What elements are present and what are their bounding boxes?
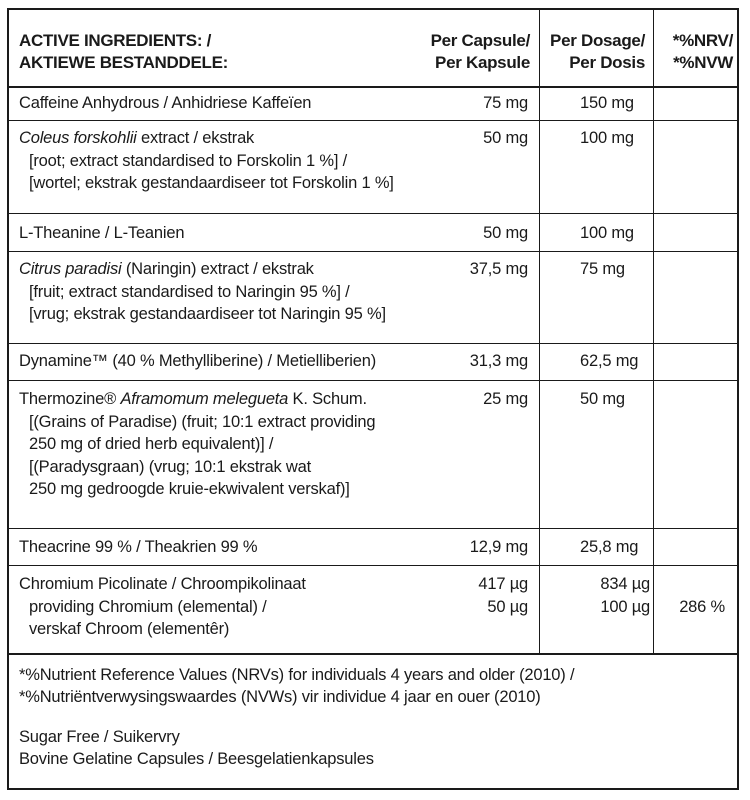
product-notes: [19, 726, 374, 770]
column-divider-2: [653, 8, 654, 653]
ingredient-latin-name: Coleus forskohlii: [19, 129, 137, 147]
header-nrv: [655, 30, 733, 74]
ingredient-latin-name: Citrus paradisi: [19, 260, 122, 278]
ingredient-brand: Thermozine®: [19, 390, 121, 408]
per-dosage-value: 50 mg: [580, 390, 625, 408]
row-divider: [7, 380, 739, 381]
per-capsule-value: 50 mg: [483, 129, 528, 147]
per-dosage-value: 25,8 mg: [580, 538, 639, 556]
header-nrv-line1: *%NRV/: [672, 31, 733, 50]
per-capsule-value: 37,5 mg: [469, 260, 528, 278]
ingredient-detail: [root; extract standardised to Forskolin 1 %] /: [29, 151, 347, 170]
header-ingredients: [19, 30, 228, 74]
header-ingredients-line1: ACTIVE INGREDIENTS: /: [19, 31, 212, 50]
ingredient-name: Caffeine Anhydrous / Anhidriese Kaffeïen: [19, 94, 312, 112]
per-dosage-value-1: 834 µg: [600, 575, 650, 593]
ingredient-name: [19, 573, 306, 641]
footnote-line2: *%Nutriëntverwysingswaardes (NVWs) vir individue 4 jaar en ouer (2010): [19, 688, 541, 706]
header-divider: [7, 86, 739, 88]
per-dosage-value: 75 mg: [580, 260, 625, 278]
header-per-capsule: [410, 30, 530, 74]
ingredient-detail: [vrug; ekstrak gestandaardiseer tot Naringin 95 %]: [29, 305, 386, 323]
header-per-dosage: [540, 30, 645, 74]
per-capsule-value: 31,3 mg: [469, 352, 528, 370]
ingredient-name: [19, 258, 386, 326]
nrv-value: 286 %: [679, 598, 725, 616]
ingredient-detail: verskaf Chroom (elementêr): [29, 620, 230, 638]
row-divider: [7, 120, 739, 121]
capsule-note: Bovine Gelatine Capsules / Beesgelatienkapsules: [19, 750, 374, 768]
ingredient-name-main: Chromium Picolinate / Chroompikolinaat: [19, 575, 306, 593]
ingredient-name-rest: (Naringin) extract / ekstrak: [121, 260, 314, 278]
per-dosage-value: 100 mg: [580, 224, 634, 242]
ingredient-detail: 250 mg of dried herb equivalent)] /: [29, 435, 274, 453]
sugar-free-note: Sugar Free / Suikervry: [19, 728, 180, 746]
row-divider: [7, 213, 739, 214]
row-divider: [7, 343, 739, 344]
ingredient-detail: [(Paradysgraan) (vrug; 10:1 ekstrak wat: [29, 457, 311, 476]
footnote-line1: *%Nutrient Reference Values (NRVs) for individuals 4 years and older (2010) /: [19, 666, 575, 684]
row-divider: [7, 528, 739, 529]
table-bottom-divider: [7, 653, 739, 655]
per-capsule-value: [410, 573, 528, 618]
header-per-dosage-line2: Per Dosis: [569, 53, 645, 72]
row-divider: [7, 251, 739, 252]
header-per-capsule-line2: Per Kapsule: [435, 53, 530, 72]
footnote: [19, 664, 574, 708]
header-per-dosage-line1: Per Dosage/: [550, 31, 645, 50]
ingredient-name: [19, 388, 375, 501]
per-capsule-value-1: 417 µg: [478, 575, 528, 593]
ingredient-detail: providing Chromium (elemental) /: [29, 597, 267, 616]
per-capsule-value: 50 mg: [483, 224, 528, 242]
per-capsule-value: 12,9 mg: [469, 538, 528, 556]
per-capsule-value: 75 mg: [483, 94, 528, 112]
ingredient-detail: 250 mg gedroogde kruie-ekwivalent verskaf)]: [29, 480, 350, 498]
column-divider-1: [539, 8, 540, 653]
header-per-capsule-line1: Per Capsule/: [430, 31, 530, 50]
per-dosage-value-2: 100 µg: [600, 597, 650, 616]
per-dosage-value: 150 mg: [580, 94, 634, 112]
row-divider: [7, 565, 739, 566]
ingredient-latin-name: Aframomum melegueta: [120, 390, 289, 408]
ingredient-detail: [wortel; ekstrak gestandaardiseer tot Forskolin 1 %]: [29, 174, 394, 192]
ingredient-name: L-Theanine / L-Teanien: [19, 224, 185, 242]
ingredient-name: Dynamine™ (40 % Methylliberine) / Metielliberien): [19, 352, 377, 370]
per-dosage-value: 100 mg: [580, 129, 634, 147]
ingredient-name-rest: K. Schum.: [288, 390, 367, 408]
ingredient-name: [19, 127, 394, 195]
per-capsule-value-2: 50 µg: [487, 597, 528, 616]
per-dosage-value: 62,5 mg: [580, 352, 639, 370]
per-capsule-value: 25 mg: [483, 390, 528, 408]
header-nrv-line2: *%NVW: [673, 53, 733, 72]
per-dosage-value: [560, 573, 650, 618]
ingredient-detail: [(Grains of Paradise) (fruit; 10:1 extract providing: [29, 412, 376, 431]
ingredient-name-rest: extract / ekstrak: [136, 129, 255, 147]
ingredient-detail: [fruit; extract standardised to Naringin 95 %] /: [29, 282, 350, 301]
header-ingredients-line2: AKTIEWE BESTANDDELE:: [19, 53, 229, 72]
ingredient-name: Theacrine 99 % / Theakrien 99 %: [19, 538, 258, 556]
